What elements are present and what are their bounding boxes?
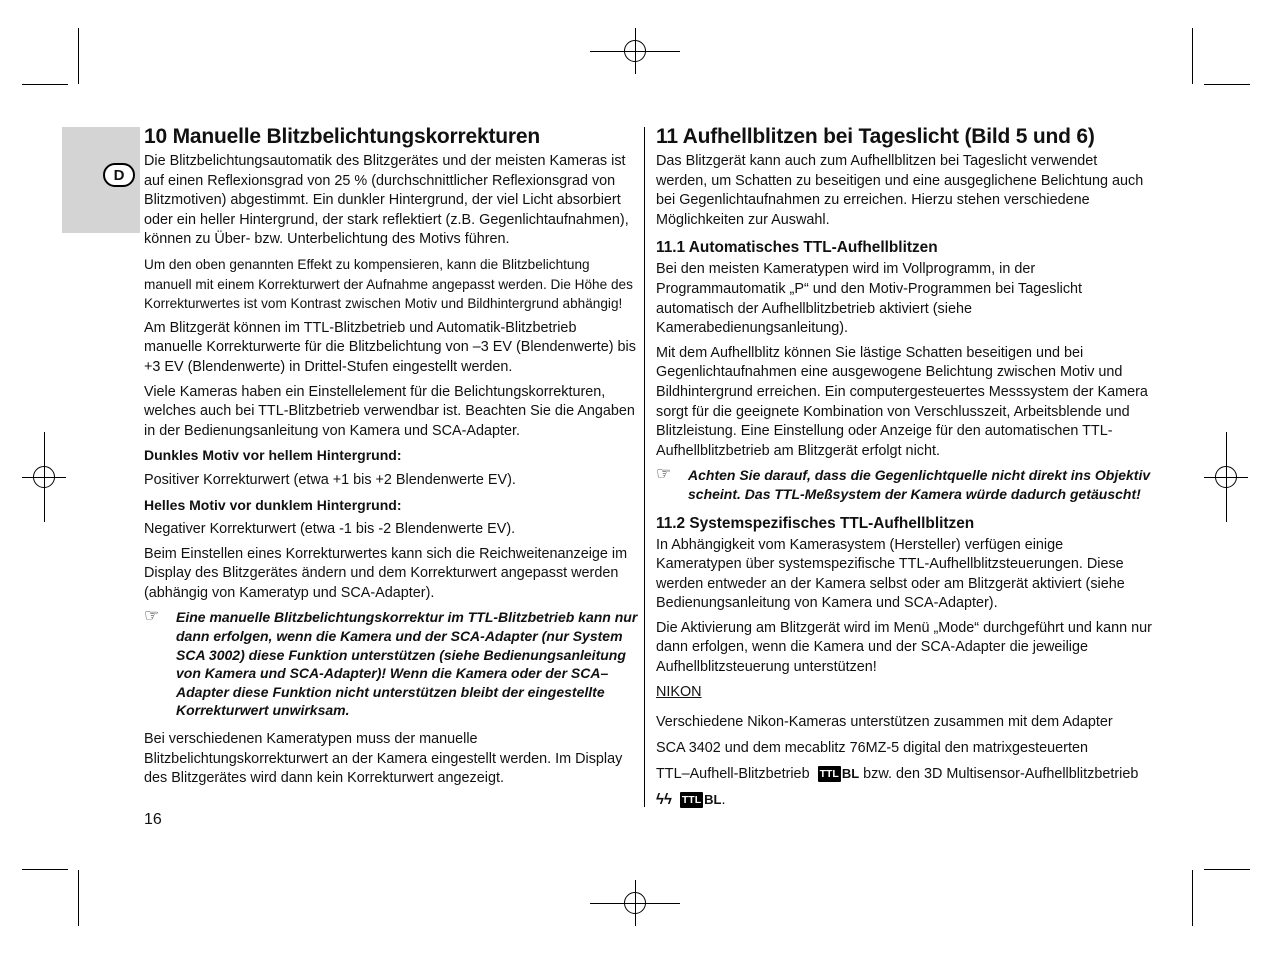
paragraph: Viele Kameras haben ein Einstellelement für die Belichtungskorrekturen, welches auch bei TTL-Blitzbetrieb verwendbar ist. Beachten Sie die Angaben in der Bedienungsanleitung von Kamera und SCA-Adapter.: [144, 383, 635, 439]
note-text: Eine manuelle Blitzbelichtungskorrektur im TTL-Blitzbetrieb kann nur dann erfolgen, wenn die Kamera und der SCA-Adapter (nur System SCA 3002) diese Funktion unterstützen (siehe Bedienungsanleitung von Kamera und SCA-Adapter)! Wenn die Kamera oder der SCA–Adapter diese Funktion nicht unterstützen bleibt der eingestellte Korrekturwert unwirksam.: [176, 609, 638, 719]
paragraph: Die Blitzbelichtungsautomatik des Blitzgerätes und der meisten Kameras ist auf einen Reflexionsgrad von 25 % (durchschnittlicher Reflexionsgrad von Blitzmotiven) abgestimmt. Ein dunkler Hintergrund, der viel Licht absorbiert oder ein heller Hintergrund, der stark reflektiert (z.B. Gegenlichtaufnahmen), können zu Über- bzw. Unterbelichtung des Motivs führen.: [144, 153, 629, 248]
period: .: [721, 792, 726, 809]
nikon-line: [656, 790, 1152, 810]
crop-mark: [22, 869, 68, 870]
nikon-line-text: bzw. den 3D Multisensor-Aufhellblitzbetrieb: [863, 766, 1139, 783]
bl-label: BL: [841, 766, 860, 782]
subheading-dark-subject: Dunkles Motiv vor hellem Hintergrund:: [144, 447, 402, 464]
crop-mark: [78, 28, 79, 84]
ttl-badge-icon: TTL: [681, 794, 702, 807]
paragraph: Positiver Korrekturwert (etwa +1 bis +2 Blendenwerte EV).: [144, 471, 516, 488]
paragraph: Die Aktivierung am Blitzgerät wird im Menü „Mode“ durchgeführt und kann nur dann erfolgen, wenn die Kamera und der SCA-Adapter die jeweilige Aufhellblitzsteuerung unterstützen!: [656, 619, 1152, 676]
subsection-11-2-title: 11.2 Systemspezifisches TTL-Aufhellblitzen: [656, 514, 975, 532]
registration-line: [1226, 432, 1227, 522]
right-column: [656, 124, 1152, 816]
crop-mark: [22, 84, 68, 85]
nikon-line: SCA 3402 und dem mecablitz 76MZ-5 digital den matrixgesteuerten: [656, 740, 1088, 757]
paragraph: Am Blitzgerät können im TTL-Blitzbetrieb und Automatik-Blitzbetrieb manuelle Korrekturwerte für die Blitzbelichtung von –3 EV (Blendenwerte) bis +3 EV (Blendenwerte) in Drittel-Stufen eingestellt werden.: [144, 319, 636, 375]
crop-mark: [1192, 870, 1193, 926]
crop-mark: [1204, 869, 1250, 870]
paragraph: Um den oben genannten Effekt zu kompensieren, kann die Blitzbelichtung manuell mit einem Korrekturwert der Aufnahme angepasst werden. Die Höhe des Korrekturwertes ist vom Kontrast zwischen Motiv und Bildhintergrund abhängig!: [144, 256, 633, 312]
subsection-11-1-title: 11.1 Automatisches TTL-Aufhellblitzen: [656, 239, 938, 257]
left-column: [144, 124, 638, 794]
nikon-line-text: TTL–Aufhell-Blitzbetrieb: [656, 766, 810, 783]
subheading-light-subject: Helles Motiv vor dunklem Hintergrund:: [144, 496, 402, 513]
pointing-hand-icon: ☞: [656, 464, 672, 484]
note: [144, 608, 638, 720]
registration-line: [44, 432, 45, 522]
registration-line: [635, 28, 636, 74]
note-text: Achten Sie darauf, dass die Gegenlichtquelle nicht direkt ins Objektiv scheint. Das TTL-Meßsystem der Kamera würde dadurch getäuscht!: [688, 467, 1151, 502]
note: [656, 466, 1152, 503]
paragraph: Bei den meisten Kameratypen wird im Vollprogramm, in der Programmautomatik „P“ und den Motiv-Programmen bei Tageslicht automatisch der Aufhellblitzbetrieb aktiviert (siehe Kamerabedienungsanleitung).: [656, 261, 1083, 337]
paragraph: Mit dem Aufhellblitz können Sie lästige Schatten beseitigen und bei Gegenlichtaufnahmen eine ausgewogene Belichtung zwischen Motiv und Bildhintergrund erreichen. Ein computergesteuertes Messsystem der Kamera sorgt für die geeignete Kombination von Verschlusszeit, Arbeitsblende und Blitzleistung. Eine Einstellung oder Anzeige für den automatischen TTL-Aufhellblitzbetrieb am Blitzgerät erfolgt nicht.: [656, 344, 1148, 459]
paragraph: Das Blitzgerät kann auch zum Aufhellblitzen bei Tageslicht verwendet werden, um Schatten zu beseitigen und eine ausgeglichene Belichtung auch bei Gegenlichtaufnahmen zu erreichen. Hierzu stehen verschiedene Möglichkeiten zur Auswahl.: [656, 153, 1144, 228]
paragraph: Beim Einstellen eines Korrekturwertes kann sich die Reichweitenanzeige im Display des Blitzgerätes ändern und dem Korrekturwert angepasst werden (abhängig von Kameratyp und SCA-Adapter).: [144, 545, 628, 601]
column-divider: [644, 127, 645, 807]
crop-mark: [78, 870, 79, 926]
crop-mark: [1204, 84, 1250, 85]
registration-line: [635, 880, 636, 926]
section-11-title: 11 Aufhellblitzen bei Tageslicht (Bild 5 und 6): [656, 125, 1095, 148]
bl-label: BL: [704, 792, 722, 808]
pointing-hand-icon: ☞: [144, 606, 160, 626]
section-10-title: 10 Manuelle Blitzbelichtungskorrekturen: [144, 125, 540, 148]
paragraph: Negativer Korrekturwert (etwa -1 bis -2 Blendenwerte EV).: [144, 521, 516, 538]
paragraph: In Abhängigkeit vom Kamerasystem (Hersteller) verfügen einige Kameratypen über systemspezifische TTL-Aufhellblitzsteuerungen. Diese werden entweder an der Kamera selbst oder am Blitzgerät aktiviert (siehe Bedienungsanleitung von Kamera und SCA-Adapter).: [656, 536, 1125, 612]
language-letter: D: [103, 163, 135, 187]
ttl-badge-icon: TTL: [819, 768, 839, 781]
crop-mark: [1192, 28, 1193, 84]
page-number: 16: [144, 811, 162, 828]
nikon-line: [656, 764, 1152, 784]
flash-symbol-icon: ϟϟ: [656, 791, 672, 809]
paragraph: Bei verschiedenen Kameratypen muss der manuelle Blitzbelichtungskorrekturwert an der Kamera eingestellt werden. Im Display des Blitzgerätes wird dann kein Korrekturwert angezeigt.: [144, 731, 623, 787]
nikon-heading: NIKON: [656, 683, 702, 700]
nikon-block: [656, 712, 1152, 810]
nikon-line: Verschiedene Nikon-Kameras unterstützen zusammen mit dem Adapter: [656, 714, 1113, 731]
